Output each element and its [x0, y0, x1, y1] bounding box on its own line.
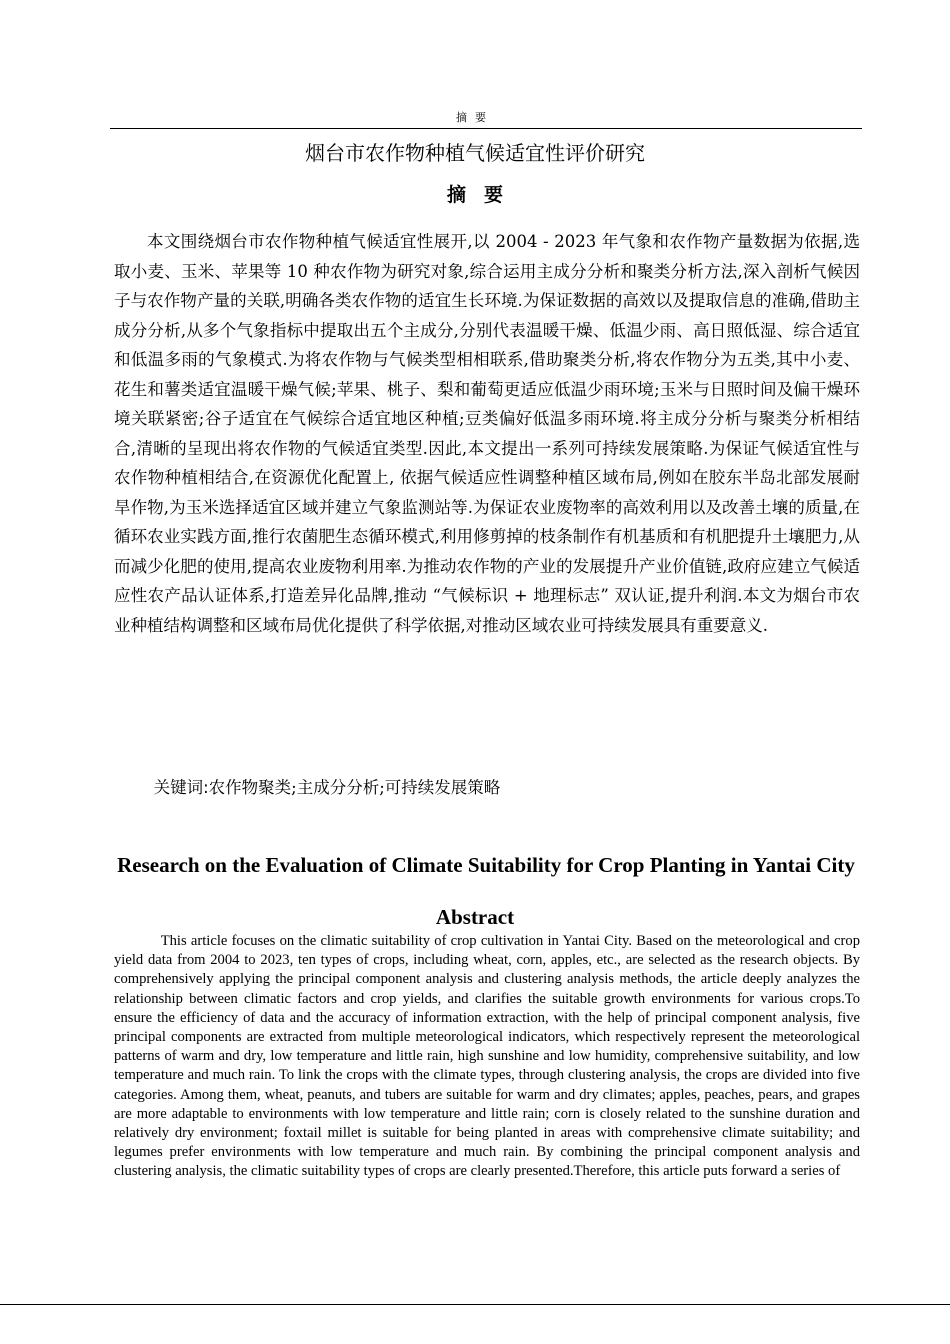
chinese-abstract-heading: 摘要	[446, 184, 521, 206]
keywords-label: 关键词:	[153, 778, 209, 797]
chinese-title: 烟台市农作物种植气候适宜性评价研究	[305, 141, 645, 165]
chinese-keywords	[114, 773, 860, 802]
footer-rule	[0, 1304, 950, 1305]
chinese-abstract-body: 本文围绕烟台市农作物种植气候适宜性展开,以 2004 - 2023 年气象和农作物产量数据为依据,选取小麦、玉米、苹果等 10 种农作物为研究对象,综合运用主成分分析和聚类分析方法,深入剖析气候因子与农作物产量的关联,明确各类农作物的适宜生长环境.为保证数据的高效以及提取信息的准确,借助主成分分析,从多个气象指标中提取出五个主成分,分别代表温暖干燥、低温少雨、高日照低湿、综合适宜和低温多雨的气象模式.为将农作物与气候类型相相联系,借助聚类分析,将农作物分为五类,其中小麦、花生和薯类适宜温暖干燥气候;苹果、桃子、梨和葡萄更适应低温少雨环境;玉米与日照时间及偏干燥环境关联紧密;谷子适宜在气候综合适宜地区种植;豆类偏好低温多雨环境.将主成分分析与聚类分析相结合,清晰的呈现出将农作物的气候适宜类型.因此,本文提出一系列可持续发展策略.为保证气候适宜性与农作物种植相结合,在资源优化配置上, 依据气候适应性调整种植区域布局,例如在胶东半岛北部发展耐旱作物,为玉米选择适宜区域并建立气象监测站等.为保证农业废物率的高效利用以及改善土壤的质量,在循环农业实践方面,推行农菌肥生态循环模式,利用修剪掉的枝条制作有机基质和有机肥提升土壤肥力,从而减少化肥的使用,提高农业废物利用率.为推动农作物的产业的发展提升产业价值链,政府应建立气候适应性农产品认证体系,打造差异化品牌,推动 “气候标识 + 地理标志” 双认证,提升利润.本文为烟台市农业种植结构调整和区域布局优化提供了科学依据,对推动区域农业可持续发展具有重要意义.	[114, 232, 860, 635]
running-head: 摘要	[456, 111, 494, 124]
english-abstract-body: This article focuses on the climatic suitability of crop cultivation in Yantai City. Based on the meteorological and crop yield data from 2004 to 2023, ten types of crops, including wheat, corn, apples, etc., are selected as the research objects. By comprehensively applying the principal component analysis and clustering analysis methods, the article deeply analyzes the relationship between climatic factors and crop yields, and clarifies the suitable growth environments for various crops.To ensure the efficiency of data and the accuracy of information extraction, with the help of principal component analysis, five principal components are extracted from multiple meteorological indicators, which respectively represent the meteorological patterns of warm and dry, low temperature and little rain, high sunshine and low humidity, comprehensive suitability, and low temperature and much rain. To link the crops with the climate types, through clustering analysis, the crops are divided into five categories. Among them, wheat, peanuts, and tubers are suitable for warm and dry climates; apples, peaches, pears, and grapes are more adaptable to environments with low temperature and little rain; corn is closely related to the sunshine duration and relatively dry environment; foxtail millet is suitable for being planted in areas with comprehensive climate suitability; and legumes prefer environments with low temperature and much rain. By combining the principal component analysis and clustering analysis, the climatic suitability types of crops are clearly presented.Therefore, this article puts forward a series of	[114, 933, 860, 1180]
keywords-value: 农作物聚类;主成分分析;可持续发展策略	[208, 778, 501, 797]
english-abstract-heading: Abstract	[435, 905, 515, 929]
english-title: Research on the Evaluation of Climate Suitability for Crop Planting in Yantai City	[117, 853, 855, 877]
header-rule	[110, 128, 862, 129]
